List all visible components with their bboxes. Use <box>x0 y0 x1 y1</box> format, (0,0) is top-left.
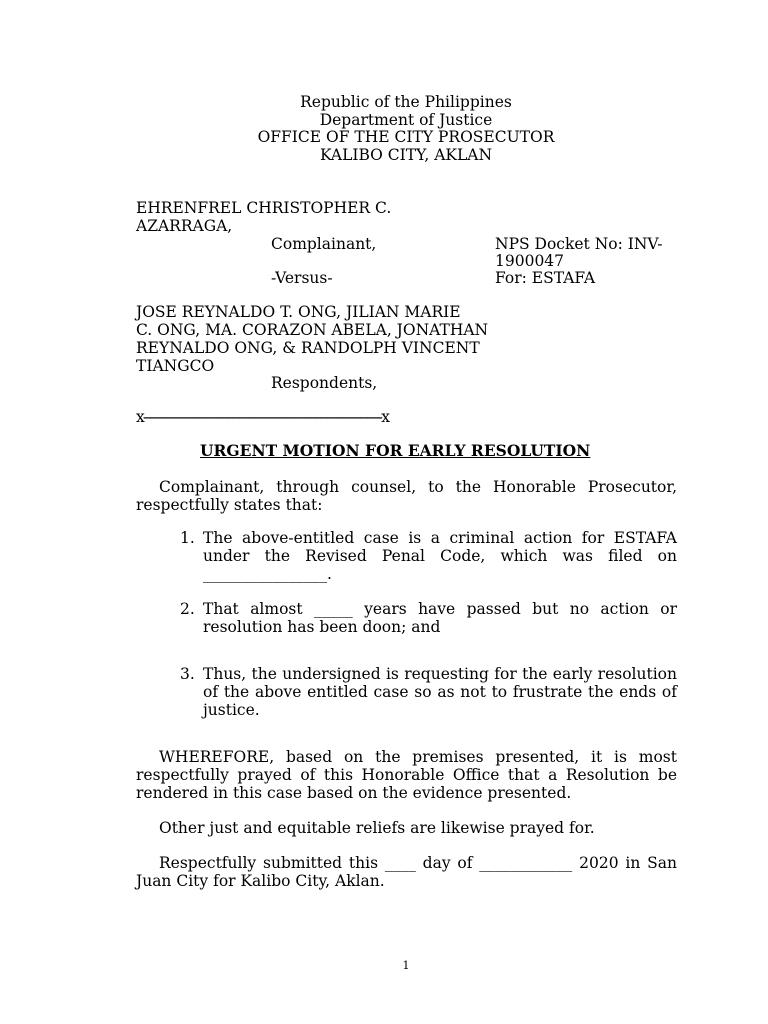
document-header <box>0 94 768 164</box>
list-item-number: 1. <box>180 529 195 547</box>
page-number: 1 <box>402 959 410 972</box>
wherefore-paragraph: WHEREFORE, based on the premises presented, it is most respectfully prayed of this Honorable Office that a Resolution be rendered in this case based on the evidence presented. <box>136 748 677 802</box>
caption-separator: x-----------------------------------------------------------------x <box>136 408 389 426</box>
submission-line-2: Juan City for Kalibo City, Aklan. <box>136 872 385 890</box>
respondents-role: Respondents, <box>271 374 378 392</box>
header-department: Department of Justice <box>319 110 493 129</box>
complainant-name-line-2: AZARRAGA, <box>136 217 233 235</box>
list-item <box>180 665 677 719</box>
offense-label: For: ESTAFA <box>495 269 596 287</box>
list-item <box>180 600 677 636</box>
motion-title: URGENT MOTION FOR EARLY RESOLUTION <box>200 441 591 460</box>
submission-line-1: Respectfully submitted this ____ day of ____________ 2020 in San <box>159 854 677 872</box>
header-office: OFFICE OF THE CITY PROSECUTOR <box>257 128 555 146</box>
versus-label: -Versus- <box>271 269 333 287</box>
list-item-number: 3. <box>180 665 195 683</box>
header-city: KALIBO CITY, AKLAN <box>319 145 493 164</box>
intro-paragraph: Complainant, through counsel, to the Honorable Prosecutor, respectfully states that: <box>136 478 677 514</box>
other-reliefs-paragraph: Other just and equitable reliefs are likewise prayed for. <box>159 819 595 837</box>
header-republic: Republic of the Philippines <box>300 93 512 111</box>
respondents-line-1: JOSE REYNALDO T. ONG, JILIAN MARIE <box>136 303 461 321</box>
respondents-line-2: C. ONG, MA. CORAZON ABELA, JONATHAN <box>136 321 489 339</box>
list-item <box>180 529 677 583</box>
docket-number-line-2: 1900047 <box>495 252 565 270</box>
list-item-text: Thus, the undersigned is requesting for the early resolution of the above entitled case so as not to frustrate the ends of justice. <box>203 665 677 719</box>
list-item-text: The above-entitled case is a criminal action for ESTAFA under the Revised Penal Code, which was filed on ________________. <box>203 529 677 583</box>
complainant-name-line-1: EHRENFREL CHRISTOPHER C. <box>136 199 392 217</box>
list-item-text: That almost _____ years have passed but no action or resolution has been doon; and <box>203 600 677 636</box>
docket-number-line-1: NPS Docket No: INV- <box>495 235 663 253</box>
complainant-role: Complainant, <box>271 235 377 253</box>
respondents-line-4: TIANGCO <box>136 357 215 375</box>
respondents-line-3: REYNALDO ONG, & RANDOLPH VINCENT <box>136 339 480 357</box>
list-item-number: 2. <box>180 600 195 618</box>
